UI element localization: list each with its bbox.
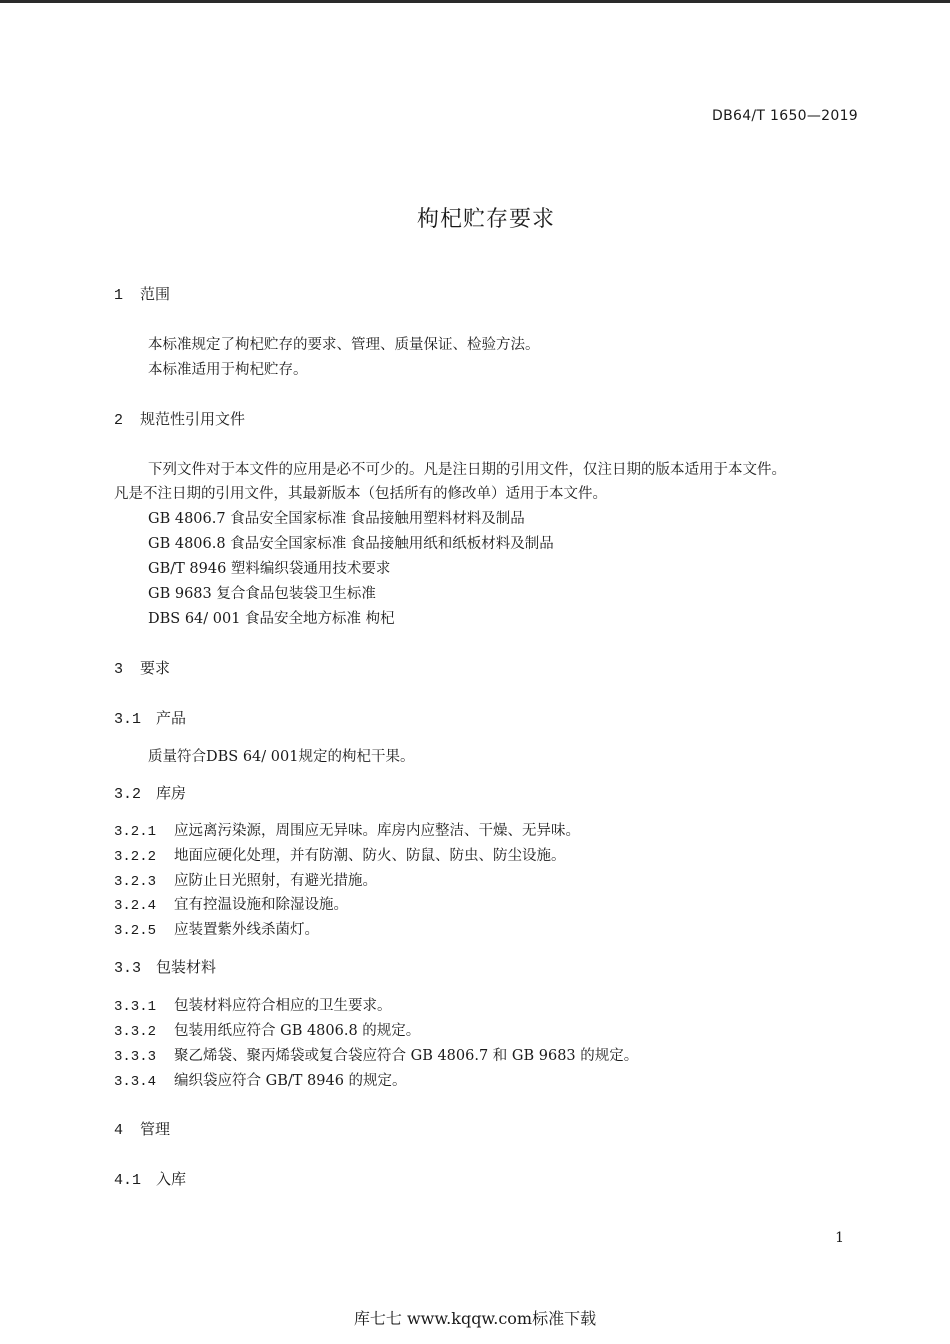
document-title: 枸杞贮存要求 — [416, 207, 555, 232]
paragraph: 本标准规定了枸杞贮存的要求、管理、质量保证、检验方法。 — [148, 337, 540, 353]
clause-number: 3.3.1 — [114, 999, 157, 1015]
clause-item — [114, 869, 377, 890]
section-number: 2 — [114, 412, 124, 429]
watermark-text: 库七七 www.kqqw.com标准下载 — [353, 1309, 597, 1328]
clause-text: 宜有控温设施和除湿设施。 — [174, 897, 348, 913]
section-number: 3.1 — [114, 711, 142, 728]
reference-item: GB/T 8946 塑料编织袋通用技术要求 — [148, 561, 391, 577]
scan-top-edge — [0, 0, 950, 3]
section-title: 包装材料 — [156, 958, 217, 976]
clause-text: 包装用纸应符合 GB 4806.8 的规定。 — [174, 1023, 421, 1039]
clause-text: 应装置紫外线杀菌灯。 — [174, 922, 319, 938]
section-4-heading — [114, 1118, 170, 1139]
section-number: 1 — [114, 287, 124, 304]
clause-text: 应防止日光照射，有避光措施。 — [174, 873, 377, 889]
section-number: 4.1 — [114, 1172, 142, 1189]
paragraph: 质量符合DBS 64/ 001规定的枸杞干果。 — [148, 749, 415, 765]
clause-number: 3.2.5 — [114, 923, 157, 939]
section-number: 3.3 — [114, 960, 142, 977]
clause-text: 应远离污染源，周围应无异味。库房内应整洁、干燥、无异味。 — [174, 823, 580, 839]
section-number: 3.2 — [114, 786, 142, 803]
clause-number: 3.3.4 — [114, 1074, 157, 1090]
standard-code: DB64/T 1650—2019 — [712, 108, 858, 124]
clause-text: 包装材料应符合相应的卫生要求。 — [174, 998, 392, 1014]
reference-item: GB 9683 复合食品包装袋卫生标准 — [148, 586, 376, 602]
section-number: 3 — [114, 661, 124, 678]
clause-item — [114, 893, 348, 914]
clause-number: 3.2.3 — [114, 874, 157, 890]
reference-item: GB 4806.7 食品安全国家标准 食品接触用塑料材料及制品 — [148, 511, 525, 527]
section-4-1-heading — [114, 1168, 186, 1189]
section-3-heading — [114, 657, 170, 678]
clause-item — [114, 918, 319, 939]
reference-item: DBS 64/ 001 食品安全地方标准 枸杞 — [148, 611, 395, 627]
section-number: 4 — [114, 1122, 124, 1139]
clause-number: 3.3.3 — [114, 1049, 157, 1065]
clause-number: 3.2.2 — [114, 849, 157, 865]
section-title: 产品 — [156, 709, 187, 727]
clause-text: 聚乙烯袋、聚丙烯袋或复合袋应符合 GB 4806.7 和 GB 9683 的规定。 — [174, 1048, 639, 1064]
section-title: 入库 — [156, 1170, 187, 1188]
clause-number: 3.2.4 — [114, 898, 157, 914]
section-1-heading — [114, 283, 170, 304]
paragraph: 本标准适用于枸杞贮存。 — [148, 362, 308, 378]
section-3-1-heading — [114, 707, 186, 728]
clause-text: 编织袋应符合 GB/T 8946 的规定。 — [174, 1073, 407, 1089]
clause-item — [114, 819, 580, 840]
section-3-3-heading — [114, 956, 216, 977]
section-title: 范围 — [140, 285, 171, 303]
reference-item: GB 4806.8 食品安全国家标准 食品接触用纸和纸板材料及制品 — [148, 536, 554, 552]
clause-item — [114, 1019, 420, 1040]
clause-number: 3.2.1 — [114, 824, 157, 840]
section-title: 要求 — [140, 659, 171, 677]
paragraph-line: 凡是不注日期的引用文件，其最新版本（包括所有的修改单）适用于本文件。 — [114, 486, 607, 502]
paragraph-line: 下列文件对于本文件的应用是必不可少的。凡是注日期的引用文件，仅注日期的版本适用于本文件。 — [148, 462, 786, 478]
clause-number: 3.3.2 — [114, 1024, 157, 1040]
section-3-2-heading — [114, 782, 186, 803]
page-number: 1 — [835, 1230, 844, 1246]
clause-item — [114, 994, 392, 1015]
clause-item — [114, 1044, 638, 1065]
clause-item — [114, 844, 566, 865]
section-title: 库房 — [156, 784, 187, 802]
section-title: 管理 — [140, 1120, 171, 1138]
section-title: 规范性引用文件 — [140, 410, 246, 428]
clause-item — [114, 1069, 407, 1090]
clause-text: 地面应硬化处理，并有防潮、防火、防鼠、防虫、防尘设施。 — [174, 848, 566, 864]
section-2-heading — [114, 408, 245, 429]
